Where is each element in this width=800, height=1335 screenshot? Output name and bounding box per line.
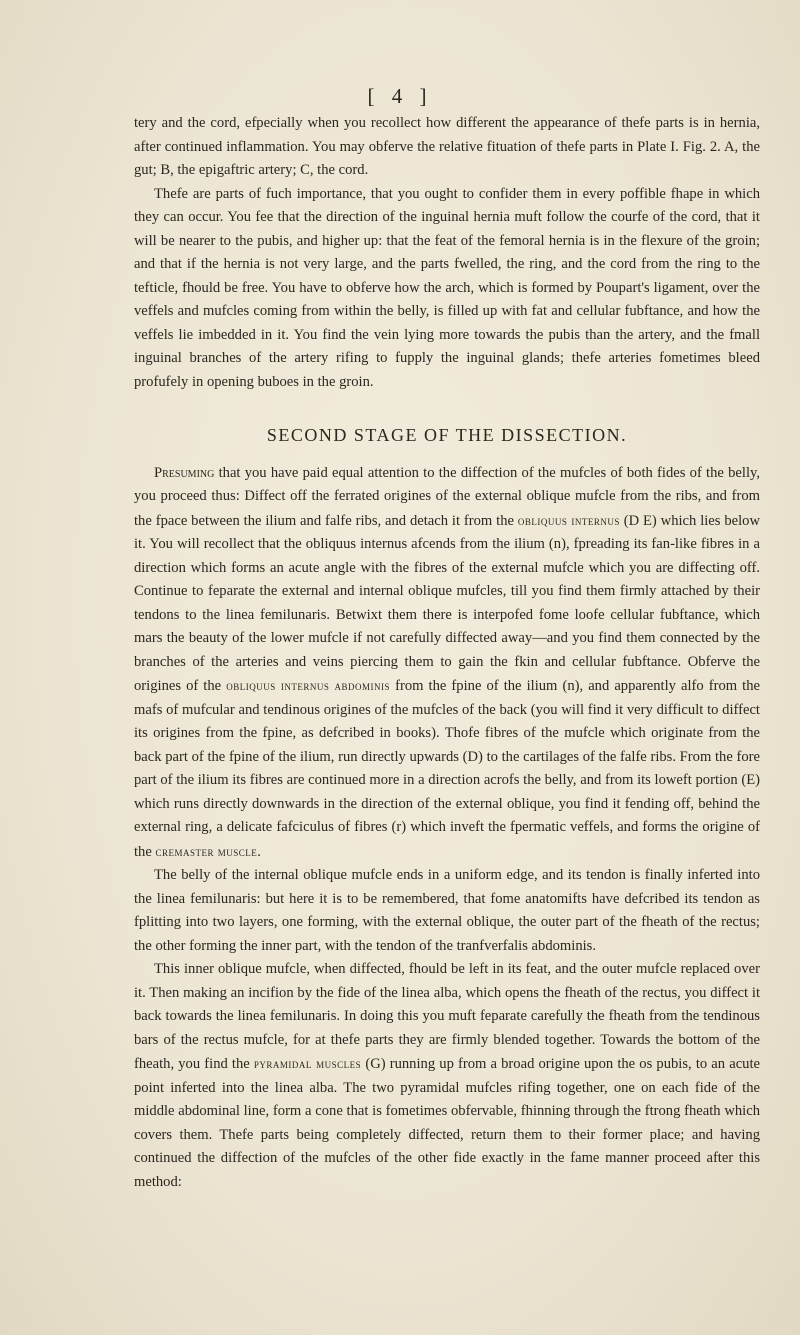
presuming-lead: Presuming [154,464,215,481]
section-heading: SECOND STAGE OF THE DISSECTION. [266,425,628,445]
paragraph-3-text-b: (D E) which lies below it. You will recollect that the obliquus internus afcends from the ilium (n), fpreading its fan-like fibres in a direction which forms an acute angle with the fibres of the external mufcle which you are diffecting off. Continue to feparate the external and internal oblique mufcles, till you find them firmly attached by their tendons to the linea femilunaris. Betwixt them there is interpofed fome loofe cellular fubftance, which mars the beauty of the lower mufcle if not carefully diffected away—and you find them connected by the branches of the arteries and veins piercing them to gain the fkin and cellular fubftance. Obferve the origines of the [134,512,761,694]
body-text [134,112,760,1194]
paragraph-3-text-a: that you have paid equal attention to the diffection of the mufcles of both fides of the belly, you proceed thus: Diffect off the ferrated origines of the external oblique mufcle from the ribs, and from the fpace between the ilium and falfe ribs, and detach it from the [134,464,760,529]
paragraph-5 [134,958,760,1194]
term-pyramidal-muscles: pyramidal muscles [253,1056,362,1071]
term-obliquus-internus: obliquus internus [517,512,620,528]
page-number: [ 4 ] [367,84,433,108]
paragraph-5-text-a: This inner oblique mufcle, when diffected, fhould be left in its feat, and the outer mufcle replaced over it. Then making an incifion by the fide of the linea alba, which opens the fheath of the rectus, you diffect it back towards the linea femilunaris. In doing this you muft feparate carefully the fheath from the tendinous bars of the rectus mufcle, for at thefe parts they are firmly blended together. Towards the bottom of the fheath, you find the [134,961,760,1072]
paragraph-5-text-b: (G) running up from a broad origine upon the os pubis, to an acute point inferted into the linea alba. The two pyramidal mufcles rifing together, one on each fide of the middle abdominal line, form a cone that is fometimes obfervable, fhinning through the ftrong fheath which covers them. Thefe parts being completely diffected, return them to their former place; and having continued the diffection of the mufcles of the other fide exactly in the fame manner proceed after this method: [134,1056,761,1190]
paragraph-1: tery and the cord, efpecially when you recollect how different the appearance of thefe parts is in hernia, after continued inflammation. You may obferve the relative fituation of thefe parts in Plate I. Fig. 2. A, the gut; B, the epigaftric artery; C, the cord. [134,115,760,178]
paragraph-3-text-c: from the fpine of the ilium (n), and apparently alfo from the mafs of mufcular and tendinous origines of the mufcles of the back (you will find it very difficult to diffect its origines from the fpine, as defcribed in books). Thofe fibres of the mufcle which originate from the back part of the fpine of the ilium, run directly upwards (D) to the cartilages of the falfe ribs. From the fore part of the ilium its fibres are continued more in a direction acrofs the belly, and from its loweft portion (E) which runs directly downwards in the direction of the external oblique, you find it fending off, behind the external ring, a delicate fafciculus of fibres (r) which inveft the fpermatic veffels, and forms the origine of the [134,678,760,860]
paragraph-3 [134,462,760,865]
paragraph-2: Thefe are parts of fuch importance, that you ought to confider them in every poffible fhape in which they can occur. You fee that the direction of the inguinal hernia muft follow the courfe of the cord, that it will be nearer to the pubis, and higher up: that the feat of the femoral hernia is in the flexure of the groin; and that if the hernia is not very large, and the parts fwelled, the ring, and the cord from the ring to the tefticle, fhould be free. You have to obferve how the arch, which is formed by Poupart's ligament, over the veffels and mufcles coming from within the belly, is filled up with fat and cellular fubftance, and how the veffels lie imbedded in it. You find the vein lying more towards the pubis than the artery, and the fmall inguinal branches of the artery rifing to fupply the inguinal glands; thefe arteries fometimes bleed profufely in opening buboes in the groin. [134,185,760,390]
term-cremaster-muscle: cremaster muscle [155,843,258,859]
term-obliquus-internus-abdominis: obliquus internus abdominis [226,678,391,693]
paragraph-4: The belly of the internal oblique mufcle ends in a uniform edge, and its tendon is finally inferted into the linea femilunaris: but here it is to be remembered, that fome anatomifts have defcribed its tendon as fplitting into two layers, one forming, with the external oblique, the outer part of the fheath of the rectus; the other forming the inner part, with the tendon of the tranfverfalis abdominis. [134,867,760,954]
paragraph-3-text-d: . [257,843,261,860]
